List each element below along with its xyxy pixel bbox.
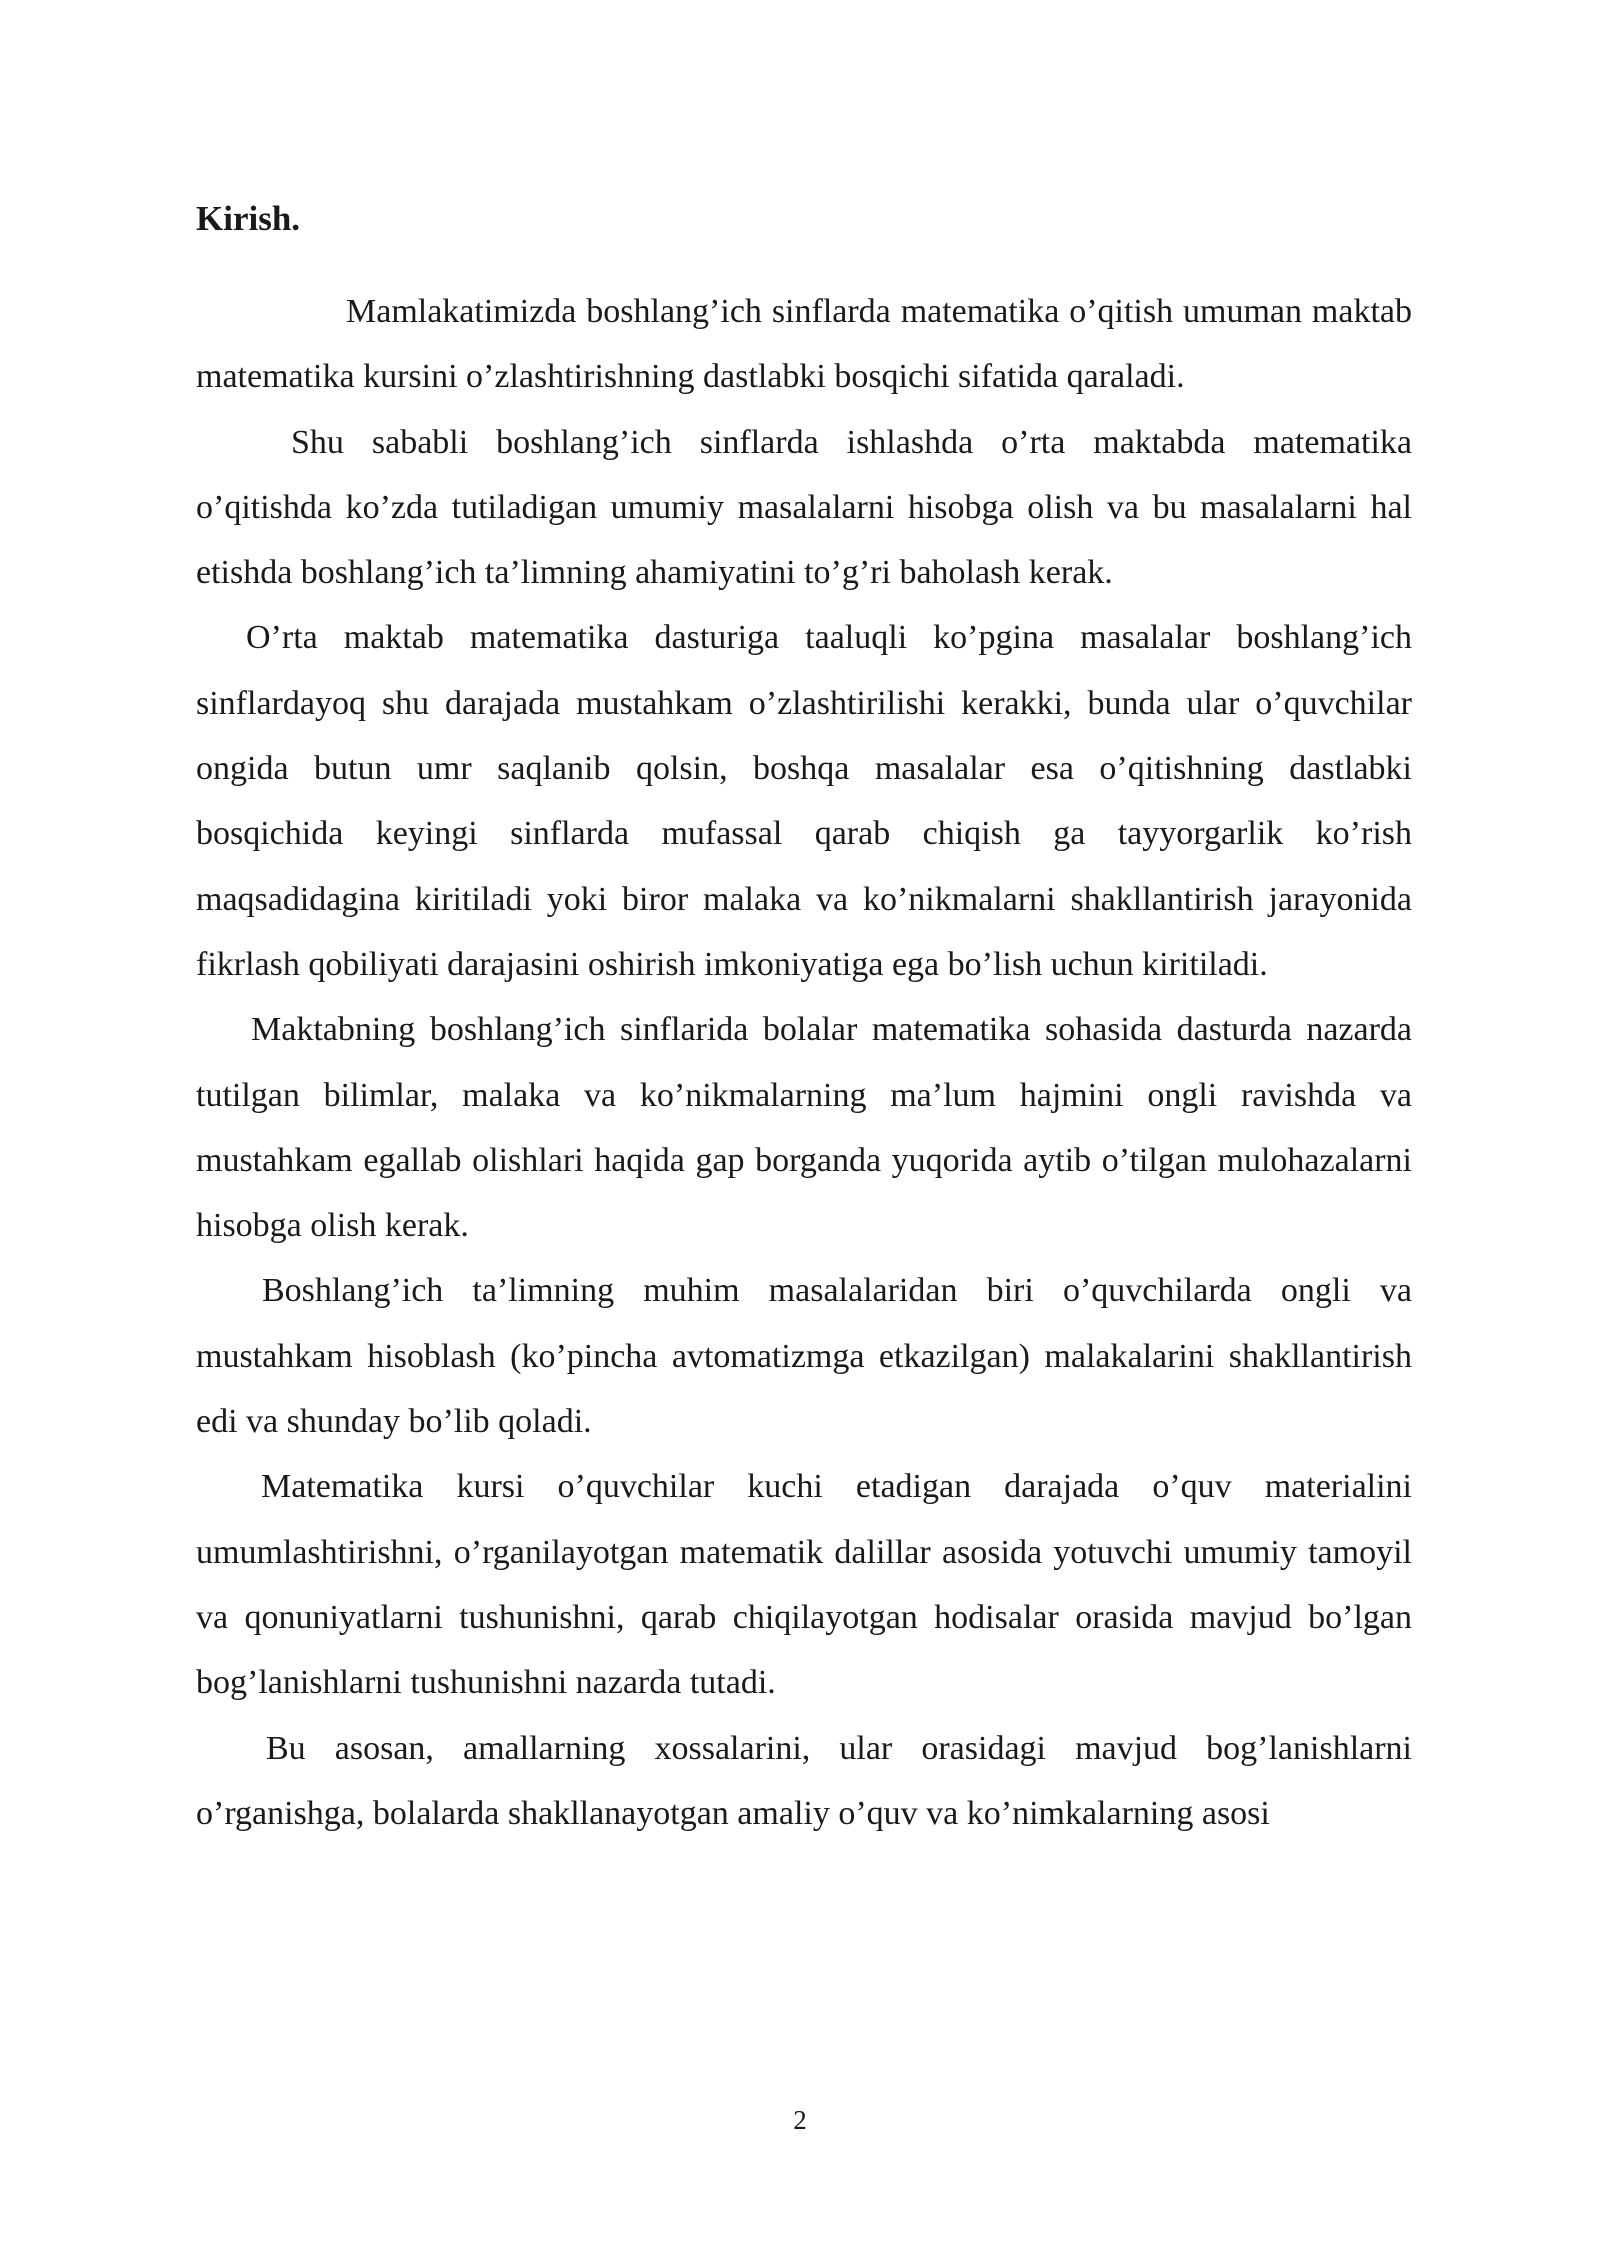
page-number: 2 [793,2105,807,2135]
page-body [196,186,1412,1846]
section-heading: Kirish. [196,199,301,238]
paragraph-4: Maktabning boshlang’ich sinflarida bolalar matematika sohasida dasturda nazarda tutilgan bilimlar, malaka va ko’nikmalarning ma’lum hajmini ongli ravishda va mustahkam egallab olishlari haqida gap borganda yuqorida aytib o’tilgan mulohazalarni hisobga olish kerak. [196,1011,1412,1245]
paragraph-3: O’rta maktab matematika dasturiga taaluqli ko’pgina masalalar boshlang’ich sinflardayoq shu darajada mustahkam o’zlashtirilishi kerakki, bunda ular o’quvchilar ongida butun umr saqlanib qolsin, boshqa masalalar esa o’qitishning dastlabki bosqichida keyingi sinflarda mufassal qarab chiqish ga tayyorgarlik ko’rish maqsadidagina kiritiladi yoki biror malaka va ko’nikmalarni shakllantirish jarayonida fikrlash qobiliyati darajasini oshirish imkoniyatiga ega bo’lish uchun kiritiladi. [196,619,1412,983]
paragraph-5: Boshlang’ich ta’limning muhim masalalaridan biri o’quvchilarda ongli va mustahkam hisoblash (ko’pincha avtomatizmga etkazilgan) malakalarini shakllantirish edi va shunday bo’lib qoladi. [196,1272,1412,1441]
paragraph-6: Matematika kursi o’quvchilar kuchi etadigan darajada o’quv materialini umumlashtirishni, o’rganilayotgan matematik dalillar asosida yotuvchi umumiy tamoyil va qonuniyatlarni tushunishni, qarab chiqilayotgan hodisalar orasida mavjud bo’lgan bog’lanishlarni tushunishni nazarda tutadi. [196,1468,1412,1702]
paragraph-1: Mamlakatimizda boshlang’ich sinflarda matematika o’qitish umuman maktab matematika kursini o’zlashtirishning dastlabki bosqichi sifatida qaraladi. [196,293,1412,396]
paragraph-7: Bu asosan, amallarning xossalarini, ular orasidagi mavjud bog’lanishlarni o’rganishga, bolalarda shakllanayotgan amaliy o’quv va ko’nimkalarning asosi [196,1729,1412,1832]
paragraph-2: Shu sababli boshlang’ich sinflarda ishlashda o’rta maktabda matematika o’qitishda ko’zda tutiladigan umumiy masalalarni hisobga olish va bu masalalarni hal etishda boshlang’ich ta’limning ahamiyatini to’g’ri baholash kerak. [196,423,1412,592]
